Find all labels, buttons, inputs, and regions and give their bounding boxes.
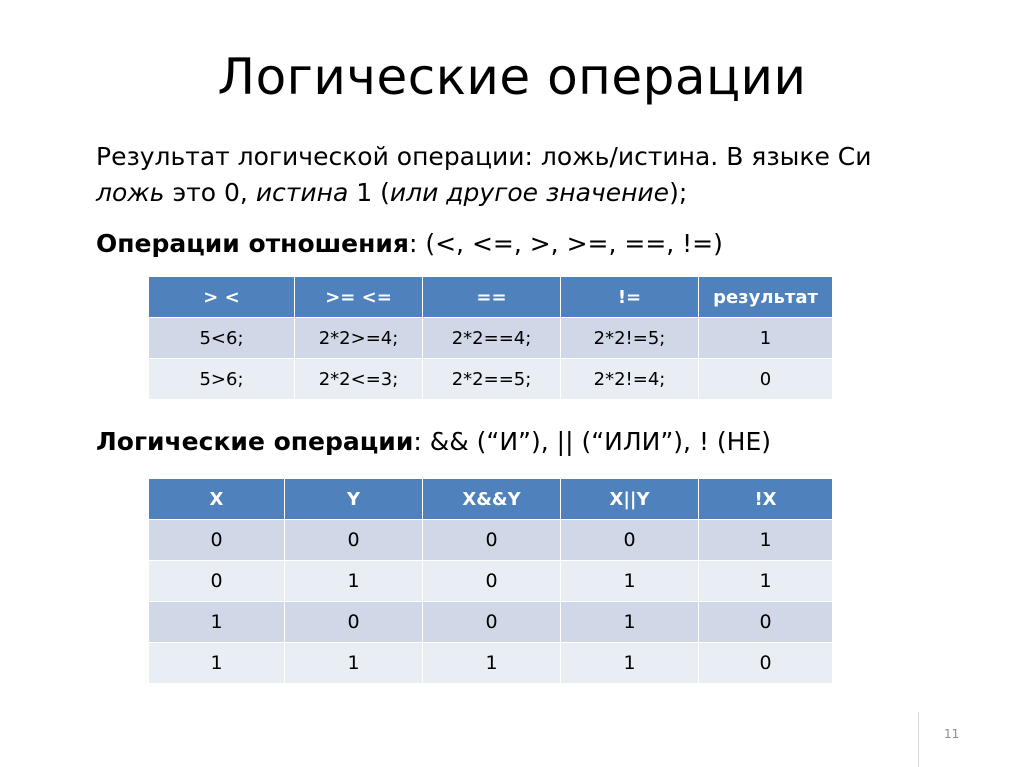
table-cell: 1 — [699, 318, 833, 359]
table-cell: 0 — [561, 520, 699, 561]
table-row — [149, 561, 833, 602]
truth-header-cell: X||Y — [561, 479, 699, 520]
one-text: 1 ( — [348, 178, 390, 207]
table-cell: 1 — [149, 602, 285, 643]
table-cell: 1 — [561, 561, 699, 602]
relations-header-cell: > < — [149, 277, 295, 318]
table-row — [149, 643, 833, 684]
truth-header-cell: !X — [699, 479, 833, 520]
relations-list: : (<, <=, >, >=, ==, !=) — [408, 229, 723, 258]
table-cell: 1 — [561, 602, 699, 643]
result-description-line1 — [96, 139, 872, 175]
table-cell: 0 — [285, 520, 423, 561]
table-cell: 1 — [561, 643, 699, 684]
truth-header-cell: X&&Y — [423, 479, 561, 520]
table-cell: 1 — [149, 643, 285, 684]
table-cell: 5<6; — [149, 318, 295, 359]
slide-title: Логические операции — [217, 48, 807, 106]
relations-table — [148, 276, 833, 400]
table-cell: 2*2<=3; — [295, 359, 423, 400]
truth-table — [148, 478, 833, 684]
true-word: истина — [255, 178, 349, 207]
relations-table-header-row — [149, 277, 833, 318]
relations-header-cell: результат — [699, 277, 833, 318]
table-cell: 0 — [285, 602, 423, 643]
table-cell: 2*2!=5; — [561, 318, 699, 359]
table-cell: 0 — [423, 520, 561, 561]
table-cell: 2*2==5; — [423, 359, 561, 400]
table-cell: 0 — [699, 359, 833, 400]
table-cell: 5>6; — [149, 359, 295, 400]
table-cell: 2*2>=4; — [295, 318, 423, 359]
relations-header-cell: == — [423, 277, 561, 318]
table-cell: 1 — [285, 561, 423, 602]
table-cell: 1 — [699, 561, 833, 602]
table-cell: 0 — [699, 643, 833, 684]
table-cell: 2*2==4; — [423, 318, 561, 359]
zero-text: это 0, — [164, 178, 256, 207]
other-value-text: или другое значение — [389, 178, 670, 207]
false-word: ложь — [96, 178, 165, 207]
relations-header-cell: >= <= — [295, 277, 423, 318]
truth-header-cell: Y — [285, 479, 423, 520]
result-description-line2 — [96, 175, 687, 211]
table-cell: 0 — [423, 561, 561, 602]
footer-divider — [918, 712, 919, 767]
table-row — [149, 318, 833, 359]
table-row — [149, 520, 833, 561]
relations-header-cell: != — [561, 277, 699, 318]
logic-label: Логические операции — [96, 427, 414, 456]
table-row — [149, 602, 833, 643]
logic-list: : && (“И”), || (“ИЛИ”), ! (НЕ) — [413, 427, 772, 456]
table-cell: 0 — [149, 520, 285, 561]
result-description-text: Результат логической операции: ложь/истина. В языке Си — [96, 142, 872, 171]
logic-heading — [96, 424, 771, 460]
table-cell: 1 — [423, 643, 561, 684]
truth-header-cell: X — [149, 479, 285, 520]
table-cell: 1 — [285, 643, 423, 684]
table-row — [149, 359, 833, 400]
table-cell: 1 — [699, 520, 833, 561]
line-ending: ); — [669, 178, 688, 207]
table-cell: 2*2!=4; — [561, 359, 699, 400]
table-cell: 0 — [149, 561, 285, 602]
relations-heading — [96, 226, 723, 262]
truth-table-header-row — [149, 479, 833, 520]
table-cell: 0 — [699, 602, 833, 643]
relations-label: Операции отношения — [96, 229, 409, 258]
page-number: 11 — [944, 727, 960, 741]
table-cell: 0 — [423, 602, 561, 643]
